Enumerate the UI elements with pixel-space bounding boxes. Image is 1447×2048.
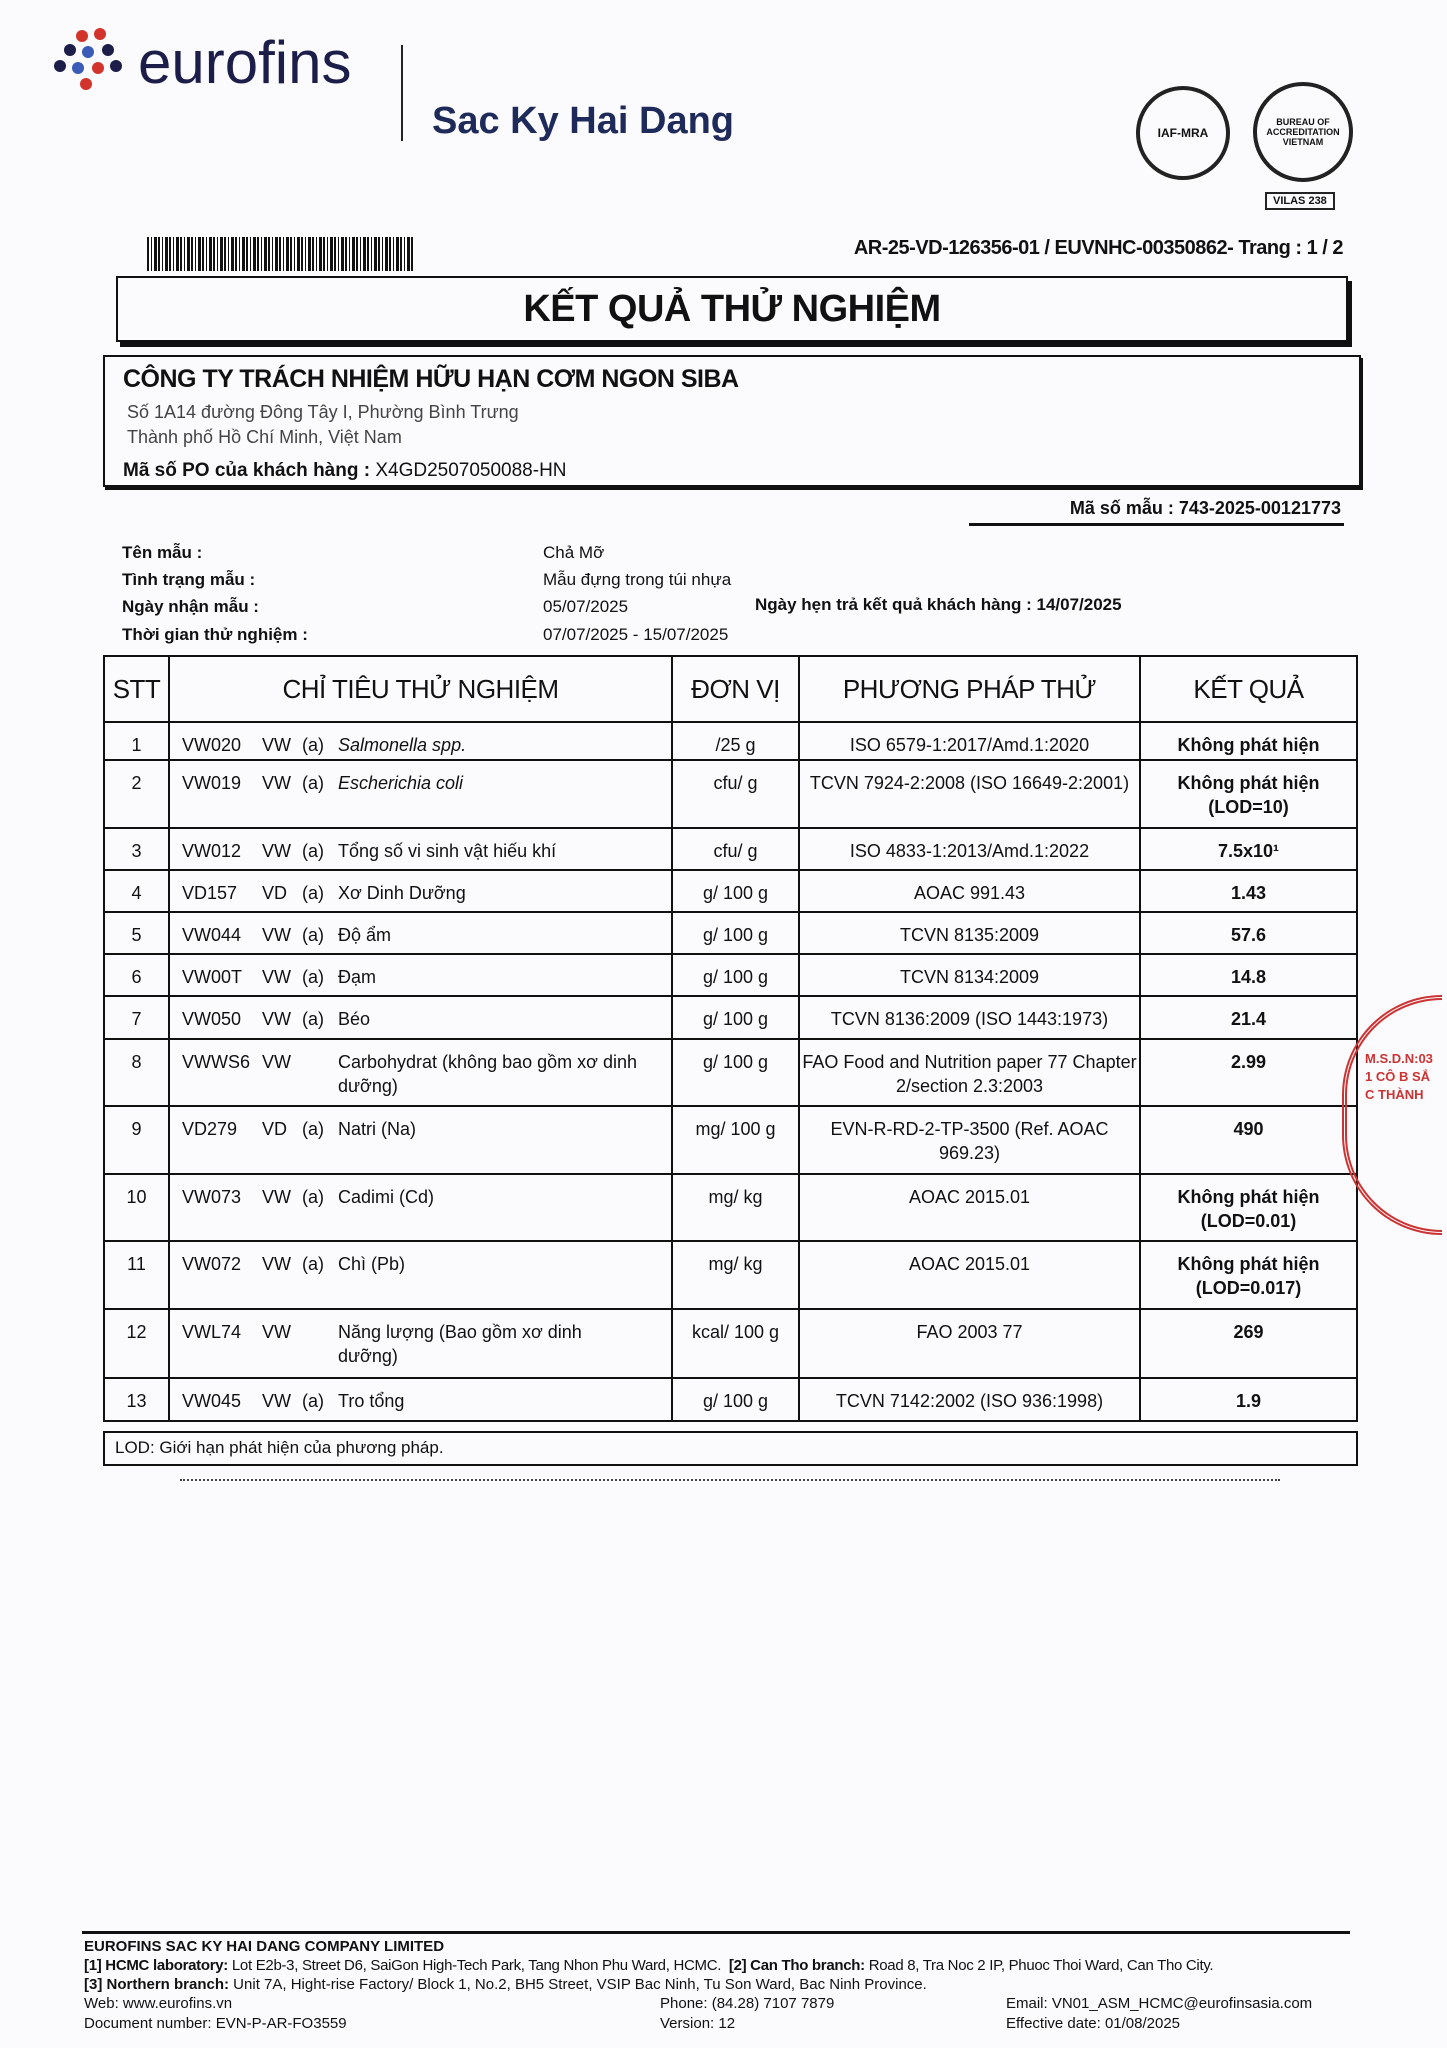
row-method: AOAC 2015.01 <box>799 1174 1140 1241</box>
sample-name-value: Chả Mỡ <box>543 543 605 562</box>
row-result: Không phát hiện <box>1140 722 1357 760</box>
sample-state-label: Tình trạng mẫu : <box>122 570 256 589</box>
row-lab: VW <box>262 1052 291 1072</box>
row-indicator: Năng lượng (Bao gồm xơ dinh dưỡng) <box>338 1322 582 1366</box>
row-lab: VW <box>262 925 291 945</box>
row-stt: 13 <box>104 1378 169 1421</box>
hcmc-label: [1] HCMC laboratory: <box>84 1957 229 1974</box>
table-row <box>104 1378 1357 1421</box>
row-method: TCVN 8134:2009 <box>799 954 1140 996</box>
row-indicator: Carbohydrat (không bao gồm xơ dinh dưỡng) <box>338 1052 637 1096</box>
row-indicator: Cadimi (Cd) <box>338 1187 435 1207</box>
row-code: VD157 <box>182 883 238 903</box>
row-method: EVN-R-RD-2-TP-3500 (Ref. AOAC 969.23) <box>799 1106 1140 1174</box>
sample-number-underline <box>969 523 1344 526</box>
header-method: PHƯƠNG PHÁP THỬ <box>799 656 1140 722</box>
row-unit: cfu/ g <box>672 760 799 828</box>
row-method: ISO 6579-1:2017/Amd.1:2020 <box>799 722 1140 760</box>
footer-phone: Phone: (84.28) 7107 7879 <box>660 1995 835 2012</box>
row-code: VW020 <box>182 735 242 755</box>
received-date-value: 05/07/2025 <box>543 597 629 616</box>
row-method: TCVN 7142:2002 (ISO 936:1998) <box>799 1378 1140 1421</box>
row-lab: VD <box>262 1119 288 1139</box>
table-row <box>104 870 1357 912</box>
po-value: X4GD2507050088-HN <box>370 460 567 481</box>
row-code: VW072 <box>182 1254 242 1274</box>
footer-company: EUROFINS SAC KY HAI DANG COMPANY LIMITED <box>84 1938 445 1955</box>
row-indicator: Xơ Dinh Dưỡng <box>338 883 466 903</box>
row-method: AOAC 991.43 <box>799 870 1140 912</box>
row-stt: 3 <box>104 828 169 870</box>
brand-name: eurofins <box>138 29 352 96</box>
header-result: KẾT QUẢ <box>1140 656 1357 722</box>
row-stt: 2 <box>104 760 169 828</box>
eurofins-logo-icon <box>52 26 130 92</box>
row-indicator: Độ ẩm <box>338 925 392 945</box>
results-table <box>103 655 1358 1422</box>
footer-line-1 <box>84 1956 1213 1975</box>
row-code: VW050 <box>182 1009 242 1029</box>
lod-note: LOD: Giới hạn phát hiện của phương pháp. <box>103 1431 1358 1466</box>
sample-state-value: Mẫu đựng trong túi nhựa <box>543 570 732 589</box>
row-unit: cfu/ g <box>672 828 799 870</box>
row-accreditation: (a) <box>302 1009 324 1029</box>
row-lab: VW <box>262 1391 291 1411</box>
row-unit: g/ 100 g <box>672 912 799 954</box>
row-lab: VW <box>262 841 291 861</box>
northern-address: Unit 7A, Hight-rise Factory/ Block 1, No.2, BH5 Street, VSIP Bac Ninh, Tu Son Ward, Bac Ninh Province. <box>229 1976 927 1993</box>
row-lab: VW <box>262 1187 291 1207</box>
table-row <box>104 996 1357 1039</box>
row-accreditation: (a) <box>302 1119 324 1139</box>
dotted-separator <box>180 1479 1280 1481</box>
row-accreditation: (a) <box>302 1187 324 1207</box>
row-lab: VW <box>262 735 291 755</box>
due-date: Ngày hẹn trả kết quả khách hàng : 14/07/2025 <box>755 595 1122 614</box>
row-result: Không phát hiện (LOD=0.01) <box>1140 1174 1357 1241</box>
stamp-text: M.S.D.N:031 CÔ B SẮC THÀNH <box>1365 1051 1433 1102</box>
accreditation-seal-icon <box>1253 82 1353 182</box>
header-stt: STT <box>104 656 169 722</box>
row-unit: g/ 100 g <box>672 870 799 912</box>
row-stt: 9 <box>104 1106 169 1174</box>
row-code: VW073 <box>182 1187 242 1207</box>
row-stt: 7 <box>104 996 169 1039</box>
row-result: 21.4 <box>1140 996 1357 1039</box>
row-lab: VW <box>262 1322 291 1342</box>
row-method: TCVN 8136:2009 (ISO 1443:1973) <box>799 996 1140 1039</box>
received-date-label: Ngày nhận mẫu : <box>122 597 259 616</box>
row-lab: VW <box>262 773 291 793</box>
row-result: 1.9 <box>1140 1378 1357 1421</box>
row-result: 14.8 <box>1140 954 1357 996</box>
row-accreditation: (a) <box>302 773 324 793</box>
row-method: AOAC 2015.01 <box>799 1241 1140 1309</box>
footer-web: Web: www.eurofins.vn <box>84 1995 233 2012</box>
row-unit: g/ 100 g <box>672 954 799 996</box>
table-row <box>104 1039 1357 1106</box>
row-result: 490 <box>1140 1106 1357 1174</box>
row-code: VD279 <box>182 1119 238 1139</box>
customer-box <box>103 355 1361 487</box>
vilas-badge: VILAS 238 <box>1265 192 1335 210</box>
row-indicator: Tổng số vi sinh vật hiếu khí <box>338 841 557 861</box>
table-row <box>104 912 1357 954</box>
row-accreditation: (a) <box>302 735 324 755</box>
row-result: 7.5x10¹ <box>1140 828 1357 870</box>
row-unit: mg/ kg <box>672 1241 799 1309</box>
row-accreditation: (a) <box>302 925 324 945</box>
customer-address-1: Số 1A14 đường Đông Tây I, Phường Bình Trưng <box>127 402 519 422</box>
row-unit: kcal/ 100 g <box>672 1309 799 1378</box>
row-indicator: Béo <box>338 1009 371 1029</box>
footer-doc-number: Document number: EVN-P-AR-FO3559 <box>84 2015 347 2032</box>
row-method: TCVN 7924-2:2008 (ISO 16649-2:2001) <box>799 760 1140 828</box>
table-row <box>104 1309 1357 1378</box>
cantho-address: Road 8, Tra Noc 2 IP, Phuoc Thoi Ward, Can Tho City. <box>864 1957 1214 1974</box>
row-stt: 4 <box>104 870 169 912</box>
row-indicator: Đạm <box>338 967 377 987</box>
row-method: ISO 4833-1:2013/Amd.1:2022 <box>799 828 1140 870</box>
row-method: TCVN 8135:2009 <box>799 912 1140 954</box>
footer-version: Version: 12 <box>660 2015 736 2032</box>
row-stt: 6 <box>104 954 169 996</box>
row-stt: 8 <box>104 1039 169 1106</box>
header-unit: ĐƠN VỊ <box>672 656 799 722</box>
table-row <box>104 760 1357 828</box>
table-row <box>104 954 1357 996</box>
seal-text: IAF-MRA <box>1157 126 1209 140</box>
row-indicator: Salmonella spp. <box>338 735 467 755</box>
table-row <box>104 722 1357 760</box>
row-accreditation: (a) <box>302 967 324 987</box>
row-indicator: Natri (Na) <box>338 1119 417 1139</box>
po-label: Mã số PO của khách hàng : <box>123 460 371 481</box>
table-row <box>104 828 1357 870</box>
row-lab: VD <box>262 883 288 903</box>
sample-name-label: Tên mẫu : <box>122 543 203 562</box>
row-accreditation: (a) <box>302 883 324 903</box>
row-stt: 1 <box>104 722 169 760</box>
row-indicator: Chì (Pb) <box>338 1254 406 1274</box>
table-row <box>104 1241 1357 1309</box>
row-lab: VW <box>262 967 291 987</box>
row-accreditation: (a) <box>302 1391 324 1411</box>
table-row <box>104 1174 1357 1241</box>
row-lab: VW <box>262 1254 291 1274</box>
row-stt: 5 <box>104 912 169 954</box>
row-result: 57.6 <box>1140 912 1357 954</box>
subbrand-name: Sac Ky Hai Dang <box>432 100 734 142</box>
po-number <box>123 460 1341 482</box>
row-code: VW019 <box>182 773 242 793</box>
seal-text: BUREAU OF ACCREDITATION VIETNAM <box>1266 117 1340 147</box>
row-method: FAO 2003 77 <box>799 1309 1140 1378</box>
footer-rule <box>82 1931 1350 1934</box>
row-unit: mg/ kg <box>672 1174 799 1241</box>
barcode <box>147 237 414 271</box>
sample-number: Mã số mẫu : 743-2025-00121773 <box>1069 498 1341 518</box>
hcmc-address: Lot E2b-3, Street D6, SaiGon High-Tech Park, Tang Nhon Phu Ward, HCMC. <box>228 1957 722 1974</box>
table-row <box>104 1106 1357 1174</box>
footer-effective-date: Effective date: 01/08/2025 <box>1006 2015 1181 2032</box>
row-accreditation: (a) <box>302 1254 324 1274</box>
row-stt: 12 <box>104 1309 169 1378</box>
customer-name: CÔNG TY TRÁCH NHIỆM HỮU HẠN CƠM NGON SIBA <box>123 365 739 393</box>
row-method: FAO Food and Nutrition paper 77 Chapter 2/section 2.3:2003 <box>799 1039 1140 1106</box>
row-unit: g/ 100 g <box>672 996 799 1039</box>
row-result: Không phát hiện (LOD=10) <box>1140 760 1357 828</box>
row-code: VWL74 <box>182 1322 242 1342</box>
row-indicator: Tro tổng <box>338 1391 405 1411</box>
row-result: 2.99 <box>1140 1039 1357 1106</box>
test-period-value: 07/07/2025 - 15/07/2025 <box>543 625 729 644</box>
report-title: KẾT QUẢ THỬ NGHIỆM <box>116 276 1348 342</box>
row-code: VW012 <box>182 841 242 861</box>
row-unit: g/ 100 g <box>672 1039 799 1106</box>
row-result: 1.43 <box>1140 870 1357 912</box>
test-period-label: Thời gian thử nghiệm : <box>122 625 308 644</box>
row-stt: 10 <box>104 1174 169 1241</box>
row-result: Không phát hiện (LOD=0.017) <box>1140 1241 1357 1309</box>
row-code: VW00T <box>182 967 243 987</box>
northern-label: [3] Northern branch: <box>84 1976 230 1993</box>
footer-email: Email: VN01_ASM_HCMC@eurofinsasia.com <box>1006 1995 1313 2012</box>
row-unit: /25 g <box>672 722 799 760</box>
iaf-mra-seal-icon <box>1136 86 1230 180</box>
row-code: VW045 <box>182 1391 242 1411</box>
row-stt: 11 <box>104 1241 169 1309</box>
row-accreditation: (a) <box>302 841 324 861</box>
row-lab: VW <box>262 1009 291 1029</box>
row-code: VWWS6 <box>182 1052 251 1072</box>
header-indicator: CHỈ TIÊU THỬ NGHIỆM <box>169 656 672 722</box>
logo-divider <box>401 45 403 141</box>
row-code: VW044 <box>182 925 242 945</box>
row-indicator: Escherichia coli <box>338 773 464 793</box>
row-unit: mg/ 100 g <box>672 1106 799 1174</box>
cantho-label: [2] Can Tho branch: <box>728 1957 865 1974</box>
report-reference: AR-25-VD-126356-01 / EUVNHC-00350862- Trang : 1 / 2 <box>853 237 1343 259</box>
row-unit: g/ 100 g <box>672 1378 799 1421</box>
row-result: 269 <box>1140 1309 1357 1378</box>
footer-line-2 <box>84 1975 927 1994</box>
customer-address-2: Thành phố Hồ Chí Minh, Việt Nam <box>127 427 402 447</box>
